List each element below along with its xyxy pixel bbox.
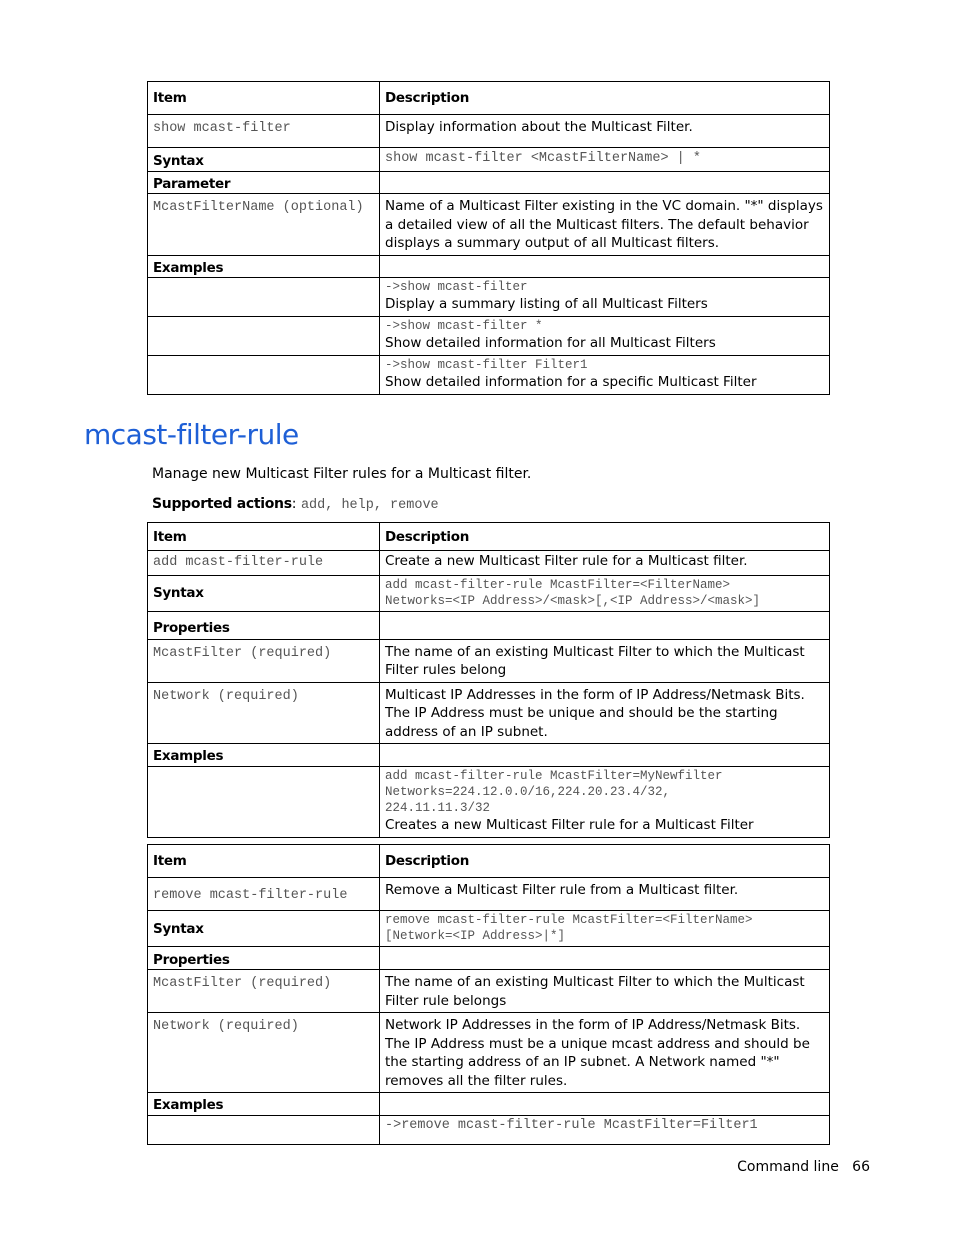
- command-description: Display information about the Multicast Filter.: [380, 115, 830, 148]
- example-cell: [380, 766, 830, 837]
- empty-cell: [148, 766, 380, 837]
- example-command-line: 224.11.11.3/32: [385, 800, 491, 815]
- syntax-label: Syntax: [148, 148, 380, 172]
- example-cell: [380, 317, 830, 356]
- example-cell: [380, 278, 830, 317]
- example-description: Show detailed information for a specific Multicast Filter: [385, 374, 757, 390]
- description-header: Description: [380, 523, 830, 551]
- syntax-line: Networks=<IP Address>/<mask>[,<IP Address>/<mask>]: [385, 593, 761, 608]
- command-name: add mcast-filter-rule: [148, 551, 380, 576]
- syntax-label: Syntax: [148, 575, 380, 611]
- syntax-line: [Network=<IP Address>|*]: [385, 929, 566, 943]
- parameter-name: McastFilterName (optional): [148, 194, 380, 256]
- supported-actions-label: Supported actions: [152, 496, 292, 512]
- property-name: Network (required): [148, 1013, 380, 1093]
- property-name: McastFilter (required): [148, 970, 380, 1013]
- show-mcast-filter-table: [147, 81, 830, 395]
- example-description: Display a summary listing of all Multicast Filters: [385, 296, 708, 312]
- examples-label: Examples: [148, 1093, 380, 1116]
- supported-actions: [152, 496, 439, 514]
- property-description: The name of an existing Multicast Filter to which the Multicast Filter rules belong: [380, 639, 830, 682]
- example-command-line: Networks=224.12.0.0/16,224.20.23.4/32,: [385, 784, 671, 799]
- empty-cell: [380, 255, 830, 278]
- example-command: ->show mcast-filter *: [385, 319, 543, 333]
- supported-actions-list: add, help, remove: [300, 498, 439, 513]
- syntax-line: add mcast-filter-rule McastFilter=<FilterName>: [385, 577, 731, 592]
- syntax-line: remove mcast-filter-rule McastFilter=<FilterName>: [385, 913, 753, 927]
- empty-cell: [148, 317, 380, 356]
- empty-cell: [380, 1093, 830, 1116]
- example-cell: [380, 356, 830, 395]
- parameter-label: Parameter: [148, 171, 380, 194]
- example-command: ->remove mcast-filter-rule McastFilter=Filter1: [380, 1115, 830, 1144]
- empty-cell: [380, 611, 830, 639]
- properties-label: Properties: [148, 611, 380, 639]
- empty-cell: [148, 356, 380, 395]
- page-footer: [737, 1159, 870, 1175]
- empty-cell: [380, 171, 830, 194]
- description-header: Description: [380, 845, 830, 878]
- examples-label: Examples: [148, 255, 380, 278]
- section-intro: Manage new Multicast Filter rules for a Multicast filter.: [152, 466, 532, 482]
- empty-cell: [380, 744, 830, 767]
- supported-actions-separator: :: [291, 496, 301, 512]
- syntax-cell: [380, 575, 830, 611]
- examples-label: Examples: [148, 744, 380, 767]
- syntax-label: Syntax: [148, 911, 380, 947]
- property-description: Multicast IP Addresses in the form of IP Address/Netmask Bits. The IP Address must be unique and should be the starting address of an IP subnet.: [380, 682, 830, 744]
- item-header: Item: [148, 523, 380, 551]
- property-description: Network IP Addresses in the form of IP Address/Netmask Bits. The IP Address must be a unique mcast address and should be the starting address of an IP subnet. A Network named "*" removes all the filter rules.: [380, 1013, 830, 1093]
- example-description: Creates a new Multicast Filter rule for a Multicast Filter: [385, 816, 754, 833]
- add-mcast-filter-rule-table: [147, 522, 830, 838]
- empty-cell: [380, 947, 830, 970]
- property-name: Network (required): [148, 682, 380, 744]
- item-header: Item: [148, 82, 380, 115]
- syntax-text: show mcast-filter <McastFilterName> | *: [380, 148, 830, 172]
- example-command: ->show mcast-filter Filter1: [385, 358, 588, 372]
- property-name: McastFilter (required): [148, 639, 380, 682]
- section-title: mcast-filter-rule: [84, 418, 299, 451]
- footer-section: Command line: [737, 1159, 839, 1175]
- description-header: Description: [380, 82, 830, 115]
- command-description: Remove a Multicast Filter rule from a Multicast filter.: [380, 878, 830, 911]
- example-description: Show detailed information for all Multicast Filters: [385, 335, 716, 351]
- remove-mcast-filter-rule-table: [147, 844, 830, 1145]
- syntax-cell: [380, 911, 830, 947]
- property-description: The name of an existing Multicast Filter to which the Multicast Filter rule belongs: [380, 970, 830, 1013]
- parameter-description: Name of a Multicast Filter existing in the VC domain. "*" displays a detailed view of all the Multicast filters. The default behavior displays a summary output of all Multicast filters.: [380, 194, 830, 256]
- command-name: show mcast-filter: [148, 115, 380, 148]
- command-description: Create a new Multicast Filter rule for a Multicast filter.: [380, 551, 830, 576]
- empty-cell: [148, 1115, 380, 1144]
- page-number: 66: [852, 1159, 870, 1175]
- properties-label: Properties: [148, 947, 380, 970]
- example-command-line: add mcast-filter-rule McastFilter=MyNewfilter: [385, 768, 723, 783]
- command-name: remove mcast-filter-rule: [148, 878, 380, 911]
- item-header: Item: [148, 845, 380, 878]
- empty-cell: [148, 278, 380, 317]
- example-command: ->show mcast-filter: [385, 280, 528, 294]
